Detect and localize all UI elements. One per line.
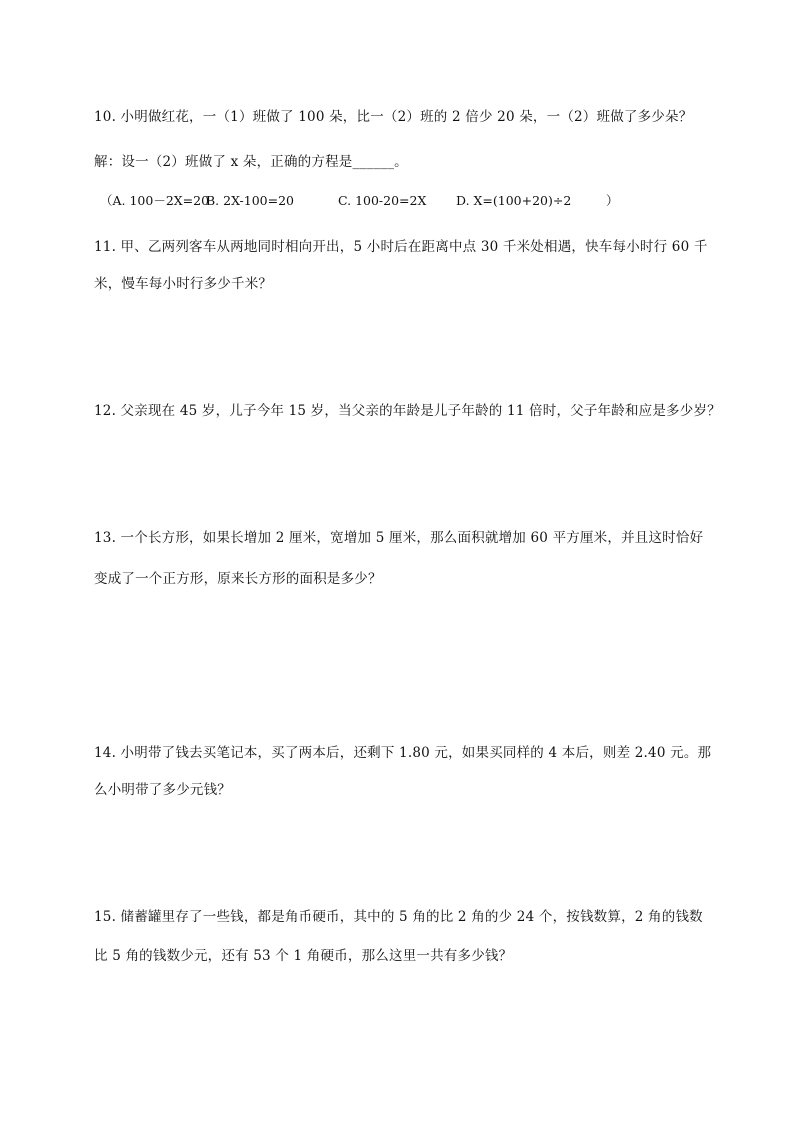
question-15-line-2: 比 5 角的钱数少元，还有 53 个 1 角硬币，那么这里一共有多少钱？: [94, 948, 513, 964]
question-14-line-2: 么小明带了多少元钱？: [94, 782, 231, 798]
question-15-line-1: 15. 储蓄罐里存了一些钱，都是角币硬币，其中的 5 角的比 2 角的少 24 个，按钱数算，2 角的钱数: [94, 909, 703, 925]
option-d: D. X=(100+20)÷2: [456, 193, 572, 208]
question-10-solution: 解：设一（2）班做了 x 朵，正确的方程是______。: [94, 154, 408, 170]
options-close-paren: ）: [606, 193, 619, 208]
question-11-line-2: 米，慢车每小时行多少千米？: [94, 276, 273, 292]
option-a: （A. 100－2X=20: [100, 193, 210, 208]
question-10-text: 10. 小明做红花，一（1）班做了 100 朵，比一（2）班的 2 倍少 20 朵，一（2）班做了多少朵？: [94, 109, 693, 125]
option-b: B. 2X-100=20: [206, 193, 295, 208]
question-11-line-1: 11. 甲、乙两列客车从两地同时相向开出，5 小时后在距离中点 30 千米处相遇，快车每小时行 60 千: [94, 239, 708, 255]
question-12-line-1: 12. 父亲现在 45 岁，儿子今年 15 岁，当父亲的年龄是儿子年龄的 11 倍时，父子年龄和应是多少岁？: [94, 403, 721, 419]
question-13-line-1: 13. 一个长方形，如果长增加 2 厘米，宽增加 5 厘米，那么面积就增加 60 平方厘米，并且这时恰好: [94, 530, 704, 546]
question-14-line-1: 14. 小明带了钱去买笔记本，买了两本后，还剩下 1.80 元，如果买同样的 4 本后，则差 2.40 元。那: [94, 745, 712, 761]
question-13-line-2: 变成了一个正方形，原来长方形的面积是多少？: [94, 571, 382, 587]
option-c: C. 100-20=2X: [338, 193, 427, 208]
